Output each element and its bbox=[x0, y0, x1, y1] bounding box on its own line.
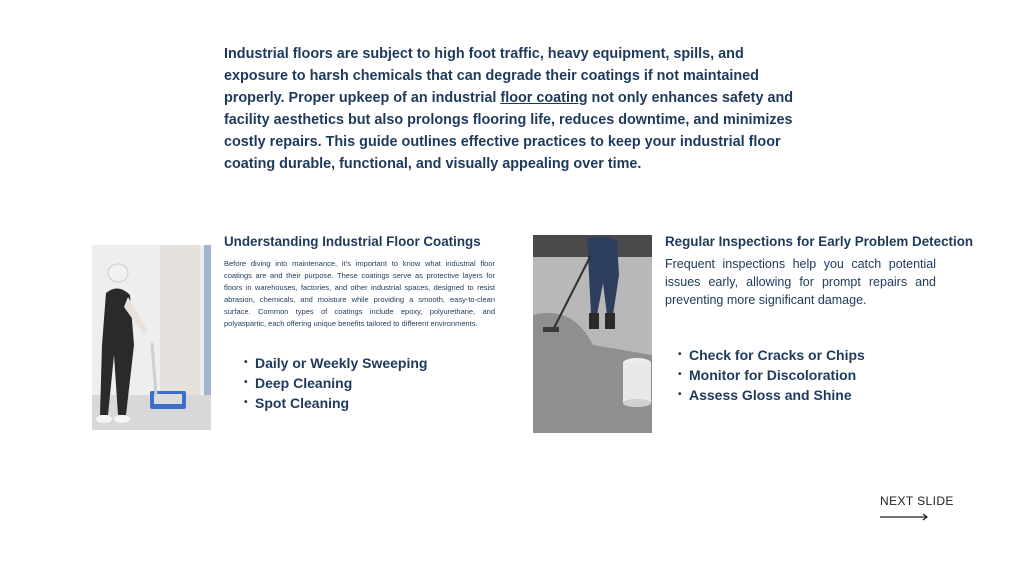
section-title-regular-inspections: Regular Inspections for Early Problem Detection bbox=[665, 234, 974, 249]
list-item-label: Deep Cleaning bbox=[255, 375, 353, 391]
intro-text-end: not only enhances safety and facility aesthetics but also prolongs flooring life, reduces downtime, and minimizes costly repairs. This guide outlines effective practices to keep your industrial floor coating durable, functional, and visually appealing over time. bbox=[224, 90, 794, 172]
next-slide-button[interactable]: NEXT SLIDE bbox=[880, 494, 954, 508]
section-body-regular-inspections: Frequent inspections help you catch potential issues early, allowing for prompt repairs and preventing more significant damage. bbox=[665, 257, 936, 307]
list-item bbox=[658, 365, 865, 385]
list-item bbox=[658, 345, 865, 365]
cleaning-bullet-list bbox=[224, 353, 427, 413]
list-item-label: Spot Cleaning bbox=[255, 395, 350, 411]
list-item-label: Monitor for Discoloration bbox=[689, 367, 857, 383]
bullet-icon: • bbox=[244, 357, 248, 368]
worker-rolling-coating-image bbox=[533, 235, 652, 433]
list-item bbox=[224, 393, 427, 413]
intro-paragraph bbox=[224, 43, 794, 175]
inspection-bullet-list bbox=[658, 345, 865, 405]
section-title-understanding-coatings: Understanding Industrial Floor Coatings bbox=[224, 234, 481, 249]
intro-text-start: Industrial floors are subject to high foot traffic, heavy equipment, spills, and exposure to harsh chemicals that can degrade their coatings if not maintained properly. Proper upkeep of an industrial bbox=[224, 46, 759, 106]
list-item bbox=[224, 373, 427, 393]
bullet-icon: • bbox=[678, 389, 682, 400]
bullet-icon: • bbox=[678, 349, 682, 360]
bullet-icon: • bbox=[244, 397, 248, 408]
list-item-label: Assess Gloss and Shine bbox=[689, 387, 852, 403]
floor-coating-link[interactable]: floor coating bbox=[500, 90, 588, 106]
list-item-label: Daily or Weekly Sweeping bbox=[255, 355, 428, 371]
list-item-label: Check for Cracks or Chips bbox=[689, 347, 865, 363]
bullet-icon: • bbox=[244, 377, 248, 388]
list-item bbox=[658, 385, 865, 405]
worker-painting-floor-image bbox=[92, 245, 211, 430]
list-item bbox=[224, 353, 427, 373]
bullet-icon: • bbox=[678, 369, 682, 380]
arrow-right-icon[interactable] bbox=[880, 511, 930, 523]
section-body-understanding-coatings: Before diving into maintenance, it’s important to know what industrial floor coatings are and their purpose. These coatings serve as protective layers for floors in warehouses, factories, and other industrial spaces, designed to resist abrasion, chemicals, and moisture while providing a smooth, easy-to-clean surface. Common types of coatings include epoxy, polyurethane, and polyaspartic, each offering unique benefits tailored to different environments. bbox=[224, 259, 495, 328]
